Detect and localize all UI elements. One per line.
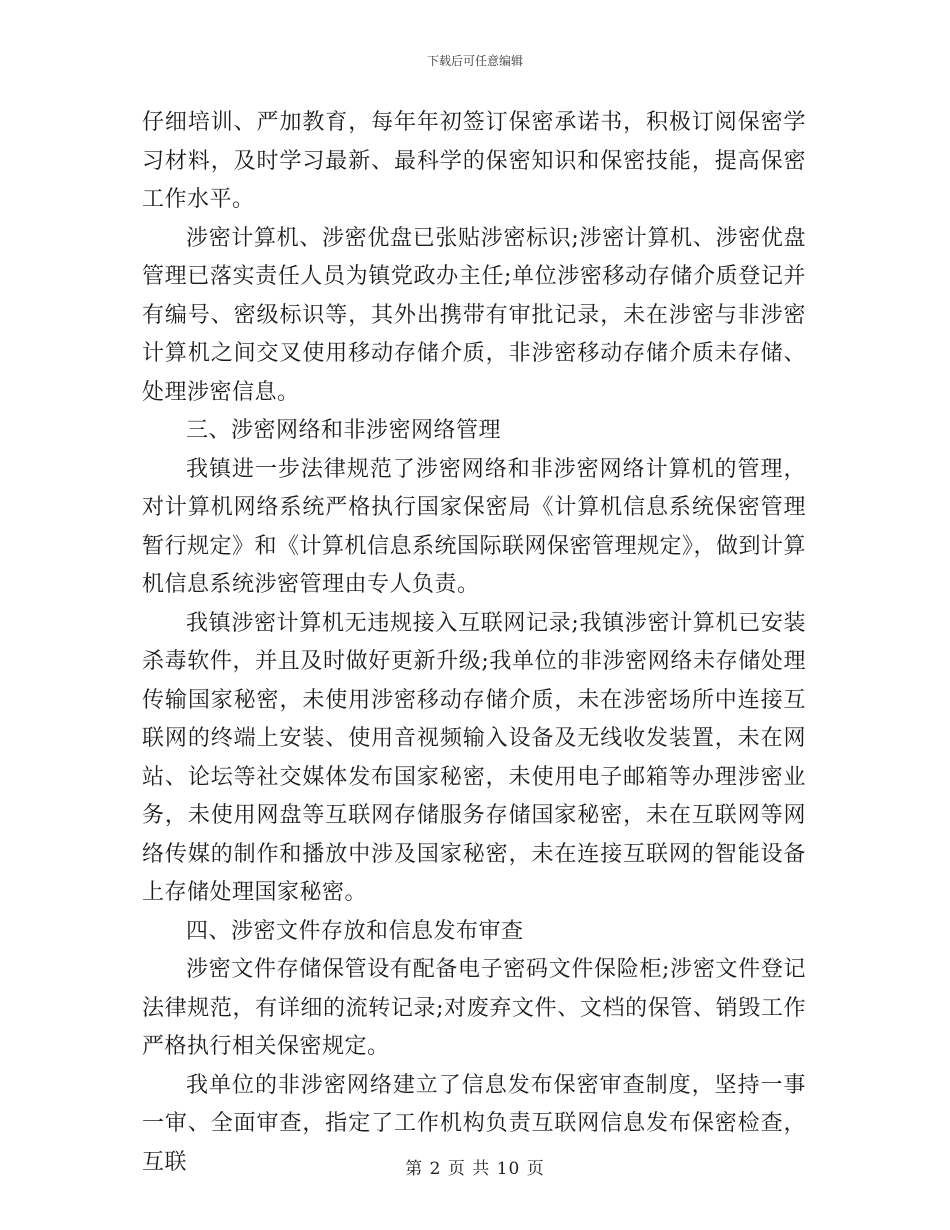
page-header: 下载后可任意编辑 bbox=[426, 54, 523, 68]
section-heading: 四、涉密文件存放和信息发布审查 bbox=[186, 918, 524, 944]
section-heading: 三、涉密网络和非涉密网络管理 bbox=[186, 418, 502, 443]
paragraph: 我单位的非涉密网络建立了信息发布保密审查制度，坚持一事一审、全面审查，指定了工作机构负责互联网信息发布保密检查，互联 bbox=[142, 1072, 806, 1175]
paragraph: 仔细培训、严加教育，每年年初签订保密承诺书，积极订阅保密学习材料，及时学习最新、最科学的保密知识和保密技能，提高保密工作水平。 bbox=[142, 110, 806, 212]
paragraph: 涉密计算机、涉密优盘已张贴涉密标识;涉密计算机、涉密优盘管理已落实责任人员为镇党政办主任;单位涉密移动存储介质登记并有编号、密级标识等，其外出携带有审批记录，未在涉密与非涉密计算机之间交叉使用移动存储介质，非涉密移动存储介质未存储、处理涉密信息。 bbox=[142, 225, 806, 405]
paragraph: 我镇进一步法律规范了涉密网络和非涉密网络计算机的管理，对计算机网络系统严格执行国家保密局《计算机信息系统保密管理暂行规定》和《计算机信息系统国际联网保密管理规定》，做到计算机信息系统涉密管理由专人负责。 bbox=[142, 456, 807, 597]
document-body bbox=[142, 104, 806, 1182]
paragraph: 涉密文件存储保管设有配备电子密码文件保险柜;涉密文件登记法律规范，有详细的流转记录;对废弃文件、文档的保管、销毁工作严格执行相关保密规定。 bbox=[142, 957, 806, 1059]
paragraph: 我镇涉密计算机无违规接入互联网记录;我镇涉密计算机已安装杀毒软件，并且及时做好更新升级;我单位的非涉密网络未存储处理传输国家秘密，未使用涉密移动存储介质，未在涉密场所中连接互联网的终端上安装、使用音视频输入设备及无线收发装置，未在网站、论坛等社交媒体发布国家秘密，未使用电子邮箱等办理涉密业务，未使用网盘等互联网存储服务存储国家秘密，未在互联网等网络传媒的制作和播放中涉及国家秘密，未在连接互联网的智能设备上存储处理国家秘密。 bbox=[142, 610, 806, 905]
page-footer: 第 2 页 共 10 页 bbox=[405, 1159, 545, 1179]
